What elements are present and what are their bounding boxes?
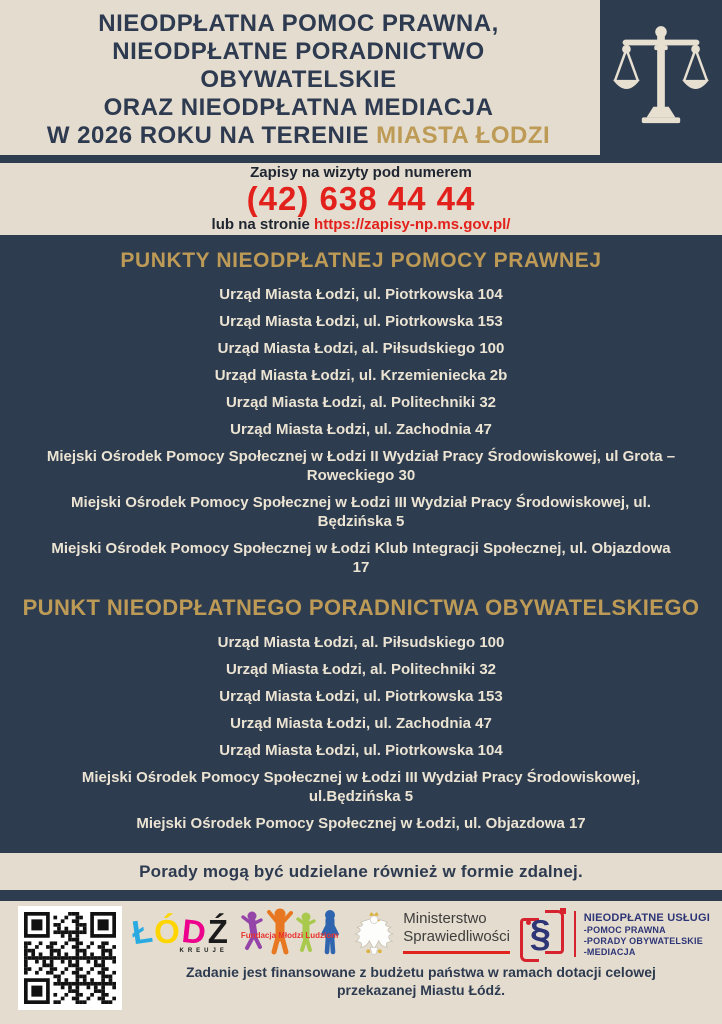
title-line-5 <box>0 122 597 150</box>
list-item: Urząd Miasta Łodzi, ul. Zachodnia 47 <box>230 421 492 438</box>
civic-location-list <box>0 633 722 833</box>
npp-logo-item: -POMOC PRAWNA <box>583 924 666 935</box>
list-item: Urząd Miasta Łodzi, ul. Zachodnia 47 <box>230 715 492 732</box>
fundacja-mlodzi-ludziom-logo <box>238 907 342 961</box>
main-content <box>0 235 722 853</box>
scales-of-justice-icon <box>613 25 709 131</box>
ministry-red-underline <box>403 951 510 954</box>
lodz-letter: Ł <box>129 911 155 951</box>
list-item: Urząd Miasta Łodzi, al. Piłsudskiego 100 <box>217 340 505 357</box>
funding-line-2: przekazanej Miastu Łódź. <box>336 982 506 998</box>
list-item: Urząd Miasta Łodzi, al. Piłsudskiego 100 <box>217 634 505 651</box>
footer <box>0 901 722 1024</box>
lodz-letter: Ź <box>207 912 228 950</box>
qr-code <box>18 906 122 1010</box>
list-item: Urząd Miasta Łodzi, ul. Piotrkowska 153 <box>219 313 503 330</box>
website-prefix: lub na stronie <box>211 216 315 233</box>
ministry-name-line-2: Sprawiedliwości <box>403 928 511 945</box>
legal-aid-location-list <box>0 285 722 577</box>
section-heading-civic-counseling: PUNKT NIEODPŁATNEGO PORADNICTWA OBYWATELSKIEGO <box>22 595 700 620</box>
list-item: Urząd Miasta Łodzi, ul. Piotrkowska 104 <box>219 742 503 759</box>
remote-notice-band <box>0 853 722 890</box>
list-item: Miejski Ośrodek Pomocy Społecznej w Łodzi III Wydział Pracy Środowiskowej, ul.Będzińska 5 <box>81 769 641 805</box>
title-line-1: NIEODPŁATNA POMOC PRAWNA, <box>98 9 499 37</box>
logo-divider <box>574 911 576 957</box>
lodz-letter: Ó <box>154 912 180 950</box>
free-services-logo <box>520 908 710 960</box>
list-item: Urząd Miasta Łodzi, ul. Piotrkowska 104 <box>219 286 503 303</box>
ministry-name-line-1: Ministerstwo <box>403 910 487 927</box>
lodz-city-logo <box>129 911 228 954</box>
funding-line-1: Zadanie jest finansowane z budżetu państwa w ramach dotacji celowej <box>186 964 656 980</box>
lodz-letter: D <box>179 911 208 951</box>
divider-strip <box>0 890 722 901</box>
partner-logos <box>129 906 710 962</box>
ministry-of-justice-logo <box>351 910 510 958</box>
qr-code-svg <box>24 912 116 1004</box>
signup-link[interactable]: https://zapisy-np.ms.gov.pl/ <box>314 216 511 233</box>
lodz-logo-subtext: KREUJE <box>179 947 228 954</box>
polish-eagle-icon <box>351 910 397 958</box>
list-item: Urząd Miasta Łodzi, ul. Krzemieniecka 2b <box>214 367 508 384</box>
contact-label: Zapisy na wizyty pod numerem <box>250 164 472 181</box>
title-line-5-prefix: W 2026 ROKU NA TERENIE <box>46 121 377 149</box>
phone-number: (42) 638 44 44 <box>246 180 476 217</box>
list-item: Urząd Miasta Łodzi, ul. Piotrkowska 153 <box>219 688 503 705</box>
header <box>0 0 722 155</box>
list-item: Miejski Ośrodek Pomocy Społecznej w Łodzi III Wydział Pracy Środowiskowej, ul. Będzińska 5 <box>71 494 651 530</box>
title-line-3: OBYWATELSKIE <box>200 65 397 93</box>
contact-band <box>0 163 722 235</box>
title-line-4: ORAZ NIEODPŁATNA MEDIACJA <box>103 93 494 121</box>
npp-logo-title: NIEODPŁATNE USŁUGI <box>583 911 710 924</box>
title-line-2: NIEODPŁATNE PORADNICTWO <box>112 37 485 65</box>
npp-logo-item: -MEDIACJA <box>583 946 636 957</box>
funding-statement <box>132 963 710 999</box>
list-item: Miejski Ośrodek Pomocy Społecznej w Łodzi II Wydział Pracy Środowiskowej, ul Grota – Roweckiego 30 <box>46 448 676 484</box>
title-block <box>0 0 597 155</box>
remote-notice-text: Porady mogą być udzielane również w formie zdalnej. <box>139 861 583 881</box>
scales-panel <box>597 0 722 155</box>
section-heading-legal-aid: PUNKTY NIEODPŁATNEJ POMOCY PRAWNEJ <box>120 249 602 272</box>
list-item: Urząd Miasta Łodzi, al. Politechniki 32 <box>225 661 497 678</box>
fundacja-logo-label: Fundacja Młodzi Ludziom <box>240 931 339 940</box>
website-line <box>0 216 722 234</box>
list-item: Miejski Ośrodek Pomocy Społecznej w Łodzi, ul. Objazdowa 17 <box>136 815 586 832</box>
list-item: Urząd Miasta Łodzi, al. Politechniki 32 <box>225 394 497 411</box>
npp-logo-item: -PORADY OBYWATELSKIE <box>583 935 703 946</box>
title-city-highlight: MIASTA ŁODZI <box>376 121 551 149</box>
list-item: Miejski Ośrodek Pomocy Społecznej w Łodzi Klub Integracji Społecznej, ul. Objazdowa 17 <box>51 540 671 576</box>
paragraph-book-icon: § <box>520 908 566 960</box>
